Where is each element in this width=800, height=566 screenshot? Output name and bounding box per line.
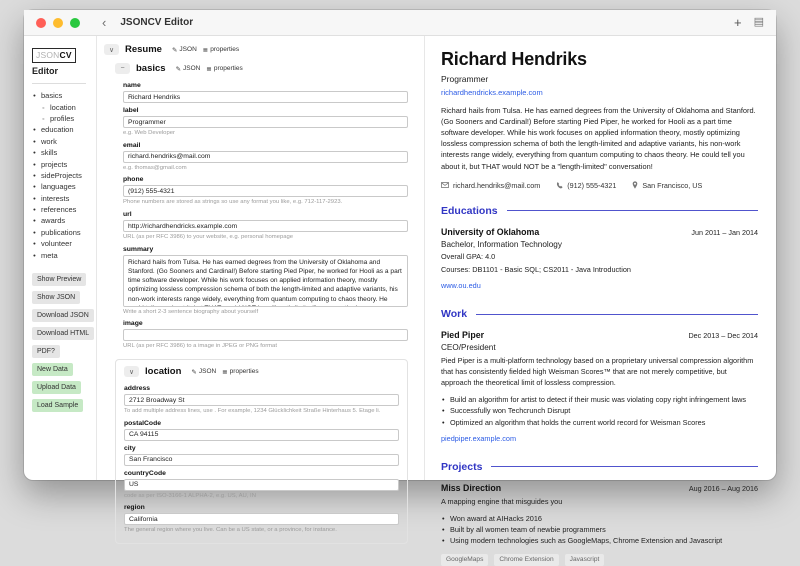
sidebar-nav-label: sideProjects [41,170,82,180]
field-label: url [123,211,132,219]
field-input[interactable] [124,394,399,406]
form-field [123,142,408,173]
pencil-icon: ✎ [191,368,197,376]
close-window-icon[interactable] [36,18,46,28]
contact-location-text: San Francisco, US [642,180,703,190]
field-input[interactable] [123,220,408,232]
field-label: label [123,107,139,114]
field-label: phone [123,176,144,184]
work-company: Pied Piper [441,330,485,341]
preview-job-title: Programmer [441,74,489,84]
sidebar-divider [32,83,86,84]
sidebar-nav-item[interactable] [32,215,96,226]
contact-location [632,181,702,190]
list-icon: ≣ [222,368,228,376]
collapse-toggle-icon[interactable]: ∨ [104,44,119,55]
preview-panel [425,36,776,564]
tab-overview-icon[interactable]: ▤ [753,16,764,28]
field-hint: To add multiple address lines, use . For example, 1234 Glücklichkeit Straße Hinterhaus 5. Etage li. [124,408,381,415]
field-label: postalCode [124,419,162,427]
sidebar-action-button[interactable]: Show Preview [32,273,86,286]
collapse-toggle-icon[interactable]: − [115,63,130,74]
bullet-icon [32,251,37,260]
location-subsection [115,359,408,544]
sidebar-action-button[interactable]: Download HTML [32,327,94,340]
sidebar-nav-label: education [41,125,74,135]
form-field [123,320,408,351]
phone-icon [556,182,563,189]
project-highlights [441,513,758,547]
field-input[interactable] [123,185,408,197]
work-dates: Dec 2013 – Dec 2014 [688,331,758,341]
properties-button[interactable] [203,46,239,54]
education-courses: Courses: DB1101 - Basic SQL; CS2011 - Java Introduction [441,264,631,274]
field-input[interactable] [124,513,399,525]
field-label: image [123,320,143,328]
bullet-icon [32,148,37,157]
highlight-item: • Built by all women team of newbie programmers [441,524,758,535]
window-title: JSONCV Editor [120,17,194,28]
sidebar-nav-label: references [41,205,77,215]
highlight-item: • Using modern technologies such as GoogleMaps, Chrome Extension and Javascript [441,535,758,546]
titlebar-actions [734,16,764,29]
preview-section-educations [441,205,758,294]
preview-contact-row [441,181,758,190]
zoom-window-icon[interactable] [70,18,80,28]
contact-phone [556,181,616,190]
field-label: name [123,82,141,89]
sidebar-nav-label: skills [41,148,58,158]
bullet-icon [32,182,37,191]
sidebar [24,36,97,480]
bullet-icon [32,171,37,180]
pencil-icon: ✎ [175,65,182,73]
work-highlights [441,394,758,428]
project-dates: Aug 2016 – Aug 2016 [688,483,758,493]
logo-subtitle: Editor [32,66,58,76]
new-tab-icon[interactable]: + [734,15,742,30]
contact-email-text: richard.hendriks@mail.com [453,180,541,190]
properties-label: properties [210,46,240,53]
main-area [24,36,776,564]
list-icon: ≣ [206,65,212,73]
sidebar-action-button[interactable]: Download JSON [32,309,94,322]
bullet-icon [32,137,37,146]
field-hint: Phone numbers are stored as strings so use any format you like, e.g. 712-117-2923. [123,199,343,206]
highlight-item: • Optimized an algorithm that holds the current world record for Weisman Scores [441,417,758,428]
section-heading: Work [441,308,468,321]
resume-section-header [104,44,408,55]
form-field [123,82,408,103]
sidebar-nav-item[interactable] [32,158,96,169]
education-institution: University of Oklahoma [441,226,540,237]
preview-summary: Richard hails from Tulsa. He has earned degrees from the University of Oklahoma and Stanford. (Go Sooners and Cardinal!) Before starting Pied Piper, he worked for Hooli as a part time software developer. While his work focuses on applied information theory, mostly optimizing lossless compression schema of both the length-limited and adaptive variants, his non-work interests range widely, everything from quantum computing to chaos theory. He could tell you about it, but THAT would NOT be a "length-limited" conversation! [441,106,756,171]
location-pin-icon [632,181,638,189]
bullet-icon [41,103,46,112]
sidebar-nav-item[interactable] [32,249,96,260]
sidebar-nav-item[interactable] [32,204,96,215]
heading-rule [491,466,758,467]
field-label: region [124,504,145,512]
sidebar-nav-item[interactable] [32,101,96,112]
sidebar-nav-label: work [41,136,57,146]
location-section-header [124,366,399,377]
bullet-icon [32,194,37,203]
sidebar-nav-item[interactable] [32,170,96,181]
bullet-icon [32,239,37,248]
bullet-icon [32,91,37,100]
field-input[interactable] [123,329,408,341]
envelope-icon [441,182,449,188]
heading-rule [476,314,758,315]
field-label: countryCode [124,469,166,477]
sidebar-nav-label: awards [41,216,66,226]
sidebar-nav-item[interactable] [32,238,96,249]
editor-panel [97,36,425,534]
section-title-basics: basics [136,63,166,74]
properties-button[interactable] [206,65,242,73]
properties-label: properties [229,368,259,376]
section-title-location: location [145,366,182,378]
education-link[interactable]: www.ou.edu [441,281,481,291]
sidebar-nav-item[interactable] [32,193,96,204]
app-window [24,10,776,564]
bullet-icon [41,114,46,123]
highlight-item: • Won award at AIHacks 2016 [441,513,758,524]
work-description: Pied Piper is a multi-platform technology based on a proprietary universal compression algorithm that has consistently fielded high Weisman Scores™ that are not merely competitive, but approach the theoretical limit of lossless compression. [441,356,754,388]
sidebar-nav-label: meta [41,250,58,260]
keyword-tag: GoogleMaps [441,554,488,566]
app-logo: JSONCV [32,48,76,63]
sidebar-nav-label: location [50,102,76,112]
field-label: address [124,385,151,393]
sidebar-nav [32,90,96,261]
field-input[interactable] [123,91,408,103]
project-description: A mapping engine that misguides you [441,496,563,506]
keyword-tag: Chrome Extension [494,554,558,566]
section-heading: Educations [441,204,498,217]
project-tags [441,554,758,566]
sidebar-action-button[interactable]: Show JSON [32,291,80,304]
field-hint: Write a short 2-3 sentence biography about yourself [123,308,259,315]
section-heading: Projects [441,460,483,473]
field-input[interactable] [124,429,399,441]
field-input[interactable] [123,151,408,163]
sidebar-nav-label: publications [41,227,81,237]
titlebar [24,10,776,36]
sidebar-nav-item[interactable] [32,113,96,124]
sidebar-nav-label: profiles [50,113,75,123]
sidebar-action-button[interactable]: Load Sample [32,399,83,412]
form-field [123,246,408,317]
highlight-item: • Successfully won Techcrunch Disrupt [441,405,758,416]
form-field [124,504,399,535]
contact-email [441,181,540,190]
field-input[interactable] [123,116,408,128]
properties-button[interactable] [222,368,258,376]
education-degree: Bachelor, Information Technology [441,239,562,249]
list-icon: ≣ [202,46,209,54]
education-gpa: Overall GPA: 4.0 [441,251,496,261]
field-input[interactable] [124,454,399,466]
work-link[interactable]: piedpiper.example.com [441,433,517,443]
sidebar-nav-item[interactable] [32,227,96,238]
sidebar-nav-label: languages [41,182,76,192]
work-role: CEO/President [441,343,496,353]
sidebar-nav-label: volunteer [41,239,72,249]
sidebar-action-button[interactable]: Upload Data [32,381,81,394]
form-field [123,107,408,138]
back-icon[interactable]: ‹ [102,15,107,30]
form-field [123,176,408,207]
location-fields [124,385,399,535]
edit-json-button[interactable] [172,46,197,54]
edit-json-label: JSON [198,368,217,376]
sidebar-actions [32,273,96,412]
field-input[interactable] [124,479,399,491]
section-title-resume: Resume [125,44,162,55]
field-textarea[interactable] [123,255,408,307]
field-label: city [124,444,136,452]
collapse-toggle-icon[interactable]: ∨ [124,366,139,377]
preview-section-work [441,308,758,446]
highlight-item: • Build an algorithm for artist to detect if their music was violating copy right infringement laws [441,394,758,405]
minimize-window-icon[interactable] [53,18,63,28]
sidebar-nav-label: interests [41,193,70,203]
contact-phone-text: (912) 555-4321 [567,180,617,190]
edit-json-label: JSON [179,46,197,53]
education-dates: Jun 2011 – Jan 2014 [691,227,758,237]
field-label: email [123,141,141,149]
sidebar-nav-item[interactable] [32,124,96,135]
sidebar-action-button[interactable]: New Data [32,363,73,376]
edit-json-button[interactable] [176,65,201,73]
field-hint: The general region where you live. Can be a US state, or a province, for instance. [124,527,337,534]
preview-section-projects [441,461,758,566]
form-field [124,470,399,501]
project-title: Miss Direction [441,482,502,493]
properties-label: properties [213,65,243,72]
basics-fields [123,82,408,351]
basics-section-header [115,63,408,74]
sidebar-nav-item[interactable] [32,90,96,101]
keyword-tag: Javascript [565,554,605,566]
form-field [124,385,399,416]
traffic-lights [36,18,80,28]
heading-rule [507,210,758,211]
bullet-icon [32,125,37,134]
sidebar-nav-item[interactable] [32,136,96,147]
sidebar-nav-item[interactable] [32,147,96,158]
preview-name: Richard Hendriks [441,49,587,69]
form-field [123,211,408,242]
sidebar-nav-label: basics [41,91,63,101]
sidebar-action-button[interactable]: PDF? [32,345,60,358]
edit-json-label: JSON [183,65,201,72]
editor-sections [115,63,408,544]
field-label: summary [123,245,154,253]
field-hint: e.g. Web Developer [123,130,175,136]
field-hint: e.g. thomas@gmail.com [123,164,187,171]
form-field [124,420,399,441]
bullet-icon [32,216,37,225]
sidebar-nav-label: projects [41,159,68,169]
bullet-icon [32,205,37,214]
field-hint: URL (as per RFC 3986) to a image in JPEG or PNG format [123,343,277,350]
edit-json-button[interactable] [191,368,216,376]
pencil-icon: ✎ [171,46,178,54]
preview-website-link[interactable]: richardhendricks.example.com [441,88,543,97]
bullet-icon [32,228,37,237]
sidebar-nav-item[interactable] [32,181,96,192]
field-hint: code as per ISO-3166-1 ALPHA-2, e.g. US, AU, IN [124,492,256,499]
form-field [124,445,399,466]
bullet-icon [32,160,37,169]
field-hint: URL (as per RFC 3986) to your website, e.g. personal homepage [123,234,294,241]
